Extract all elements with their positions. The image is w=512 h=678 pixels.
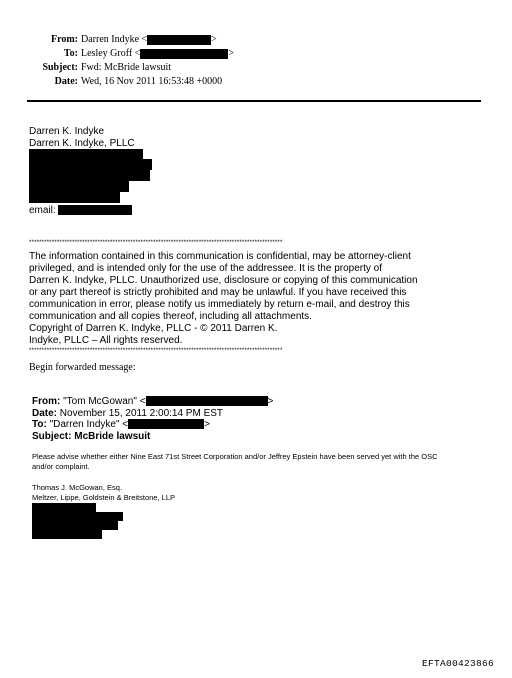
disclaimer-line: Copyright of Darren K. Indyke, PLLC - © 2011 Darren K. — [29, 323, 278, 334]
header-from-row — [0, 33, 217, 47]
signature-email-label: email: — [29, 205, 56, 216]
redaction-block — [140, 49, 228, 59]
header-subject-row — [0, 61, 171, 75]
signature-name: Darren K. Indyke — [29, 126, 105, 137]
disclaimer-line: privileged, and is intended only for the use of the addressee. It is the property of — [29, 263, 382, 274]
forwarded-header — [32, 396, 273, 442]
forwarded-to-row — [32, 419, 273, 431]
forwarded-sig-name: Thomas J. McGowan, Esq. — [32, 483, 123, 492]
header-to-row — [0, 47, 234, 61]
disclaimer-line: The information contained in this communication is confidential, may be attorney-client — [29, 251, 411, 262]
header-subject-value: Fwd: McBride lawsuit — [81, 62, 171, 73]
redaction-block — [32, 512, 123, 521]
header-to-value: Lesley Groff < — [81, 48, 141, 59]
redaction-block — [58, 205, 132, 215]
forwarded-sig-firm: Meltzer, Lippe, Goldstein & Breitstone, LLP — [32, 493, 175, 502]
header-date-value: Wed, 16 Nov 2011 16:53:48 +0000 — [81, 76, 223, 87]
forwarded-from-close: > — [267, 396, 274, 407]
forwarded-date-label: Date: — [32, 407, 58, 419]
forwarded-to-label: To: — [32, 419, 47, 430]
disclaimer-separator-bottom: **************************************************************************************************** — [29, 348, 283, 354]
signature-email-row — [29, 205, 132, 217]
redaction-block — [32, 530, 102, 539]
disclaimer-text — [29, 251, 418, 347]
disclaimer-separator-top: **************************************************************************************************** — [29, 240, 283, 246]
redaction-block — [128, 419, 204, 429]
redaction-block — [29, 159, 152, 170]
disclaimer-line: Indyke, PLLC – All rights reserved. — [29, 335, 183, 346]
forwarded-from-row — [32, 396, 273, 408]
forwarded-subject-label: Subject: — [32, 430, 72, 442]
redaction-block — [29, 170, 150, 181]
forwarded-subject-value: McBride lawsuit — [74, 430, 151, 442]
disclaimer-line: Darren K. Indyke, PLLC. Unauthorized use, disclosure or copying of this communication — [29, 275, 418, 286]
redaction-block — [146, 396, 268, 406]
header-from-close: > — [211, 34, 217, 45]
email-header — [0, 33, 300, 89]
header-divider — [27, 100, 481, 102]
signature-firm: Darren K. Indyke, PLLC — [29, 138, 135, 149]
header-date-label: Date: — [54, 76, 78, 87]
forwarded-to-value: "Darren Indyke" < — [49, 419, 129, 430]
forwarded-date-value: November 15, 2011 2:00:14 PM EST — [59, 407, 224, 419]
header-to-label: To: — [63, 48, 78, 59]
forwarded-subject-row — [32, 431, 273, 443]
header-subject-label: Subject: — [42, 62, 78, 73]
redaction-block — [29, 181, 129, 192]
forwarded-body-line: and/or complaint. — [32, 462, 90, 471]
forwarded-body — [32, 452, 438, 472]
bates-number: EFTA00423866 — [422, 658, 495, 669]
forwarded-signature — [32, 483, 175, 503]
forwarded-date-row — [32, 408, 273, 420]
redaction-block — [29, 149, 143, 159]
redaction-block — [29, 192, 120, 203]
forwarded-body-line: Please advise whether either Nine East 71st Street Corporation and/or Jeffrey Epstein have been served yet with the OSC — [32, 452, 438, 461]
signature-block — [29, 126, 135, 150]
forwarded-from-value: "Tom McGowan" < — [63, 396, 146, 407]
disclaimer-line: communication and all copies thereof, including all attachments. — [29, 311, 312, 322]
redaction-block — [147, 35, 211, 45]
header-from-label: From: — [50, 34, 78, 45]
header-from-value: Darren Indyke < — [81, 34, 148, 45]
redaction-block — [32, 503, 96, 512]
forwarded-from-label: From: — [32, 396, 61, 407]
header-to-close: > — [228, 48, 234, 59]
disclaimer-line: communication in error, please notify us immediately by return e-mail, and destroy this — [29, 299, 410, 310]
header-date-row — [0, 75, 222, 89]
disclaimer-line: or any part thereof is strictly prohibited and may be unlawful. If you have received this — [29, 287, 407, 298]
forwarded-to-close: > — [204, 419, 210, 430]
redaction-block — [32, 521, 118, 530]
forwarded-intro: Begin forwarded message: — [29, 362, 136, 373]
